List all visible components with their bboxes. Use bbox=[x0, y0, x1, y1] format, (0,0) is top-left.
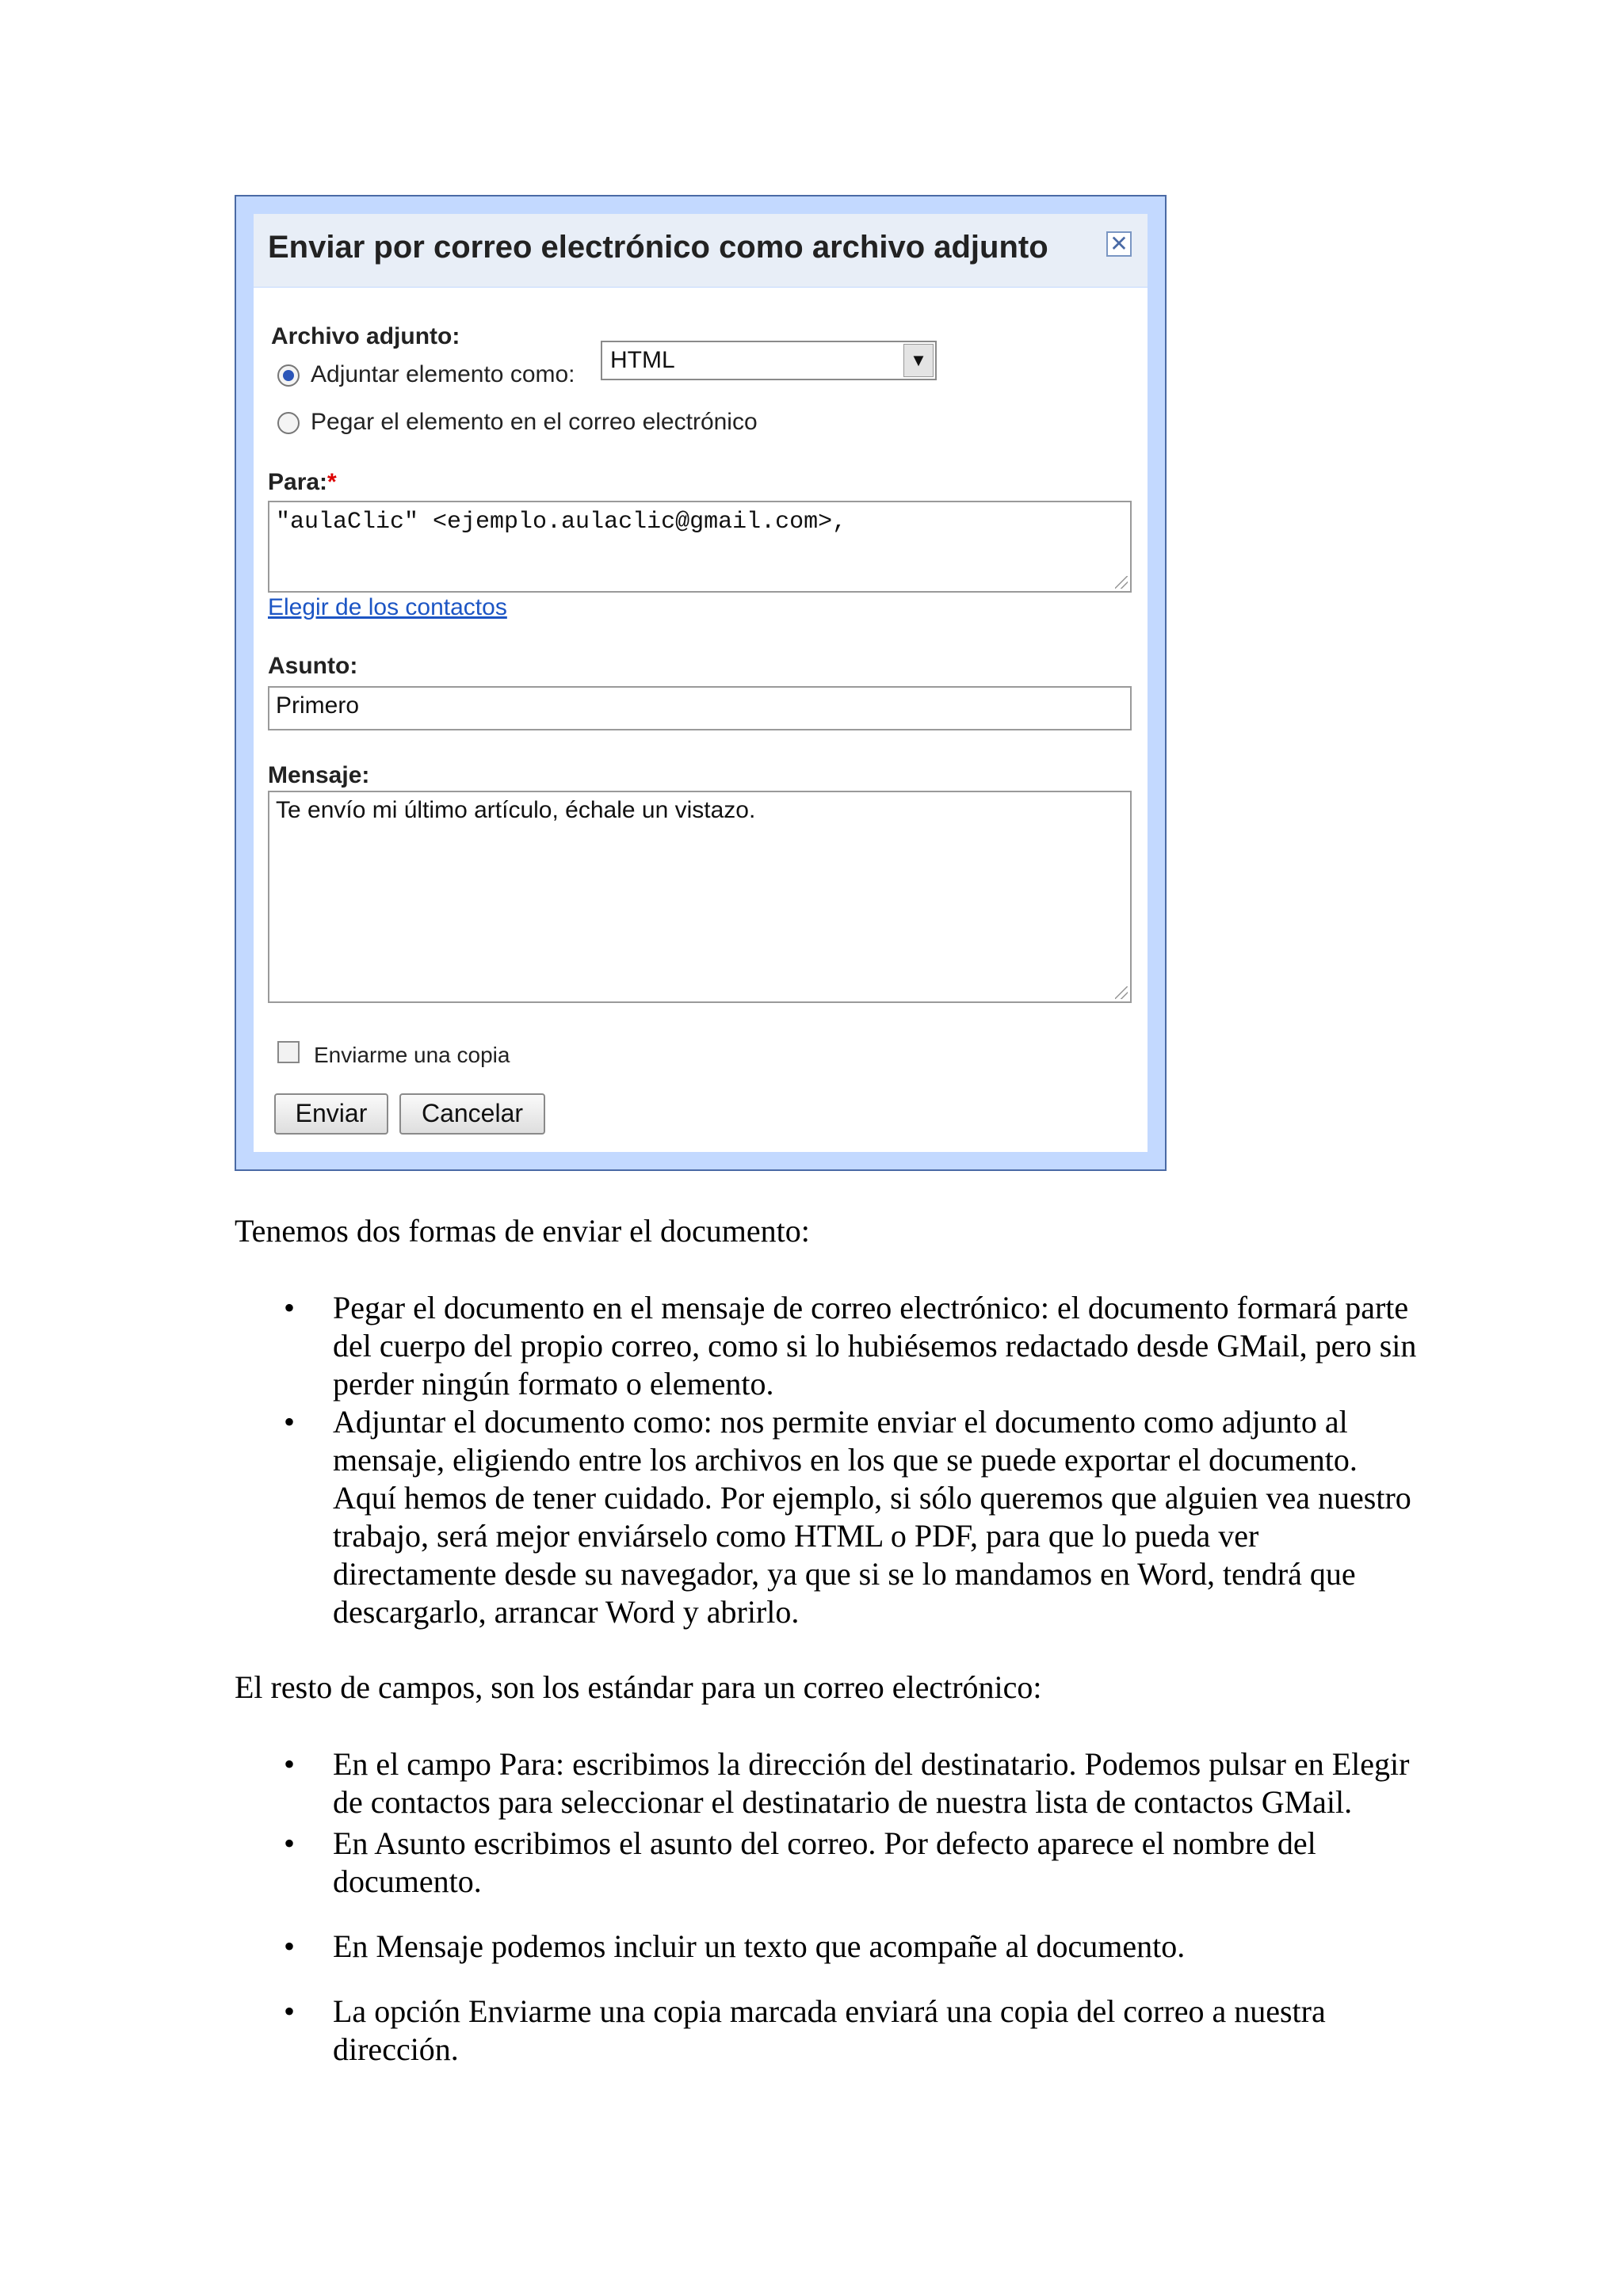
list-item: • En el campo Para: escribimos la dirección del destinatario. Podemos pulsar en Elegir de contactos para seleccionar el destinatario de nuestra lista de contactos GMail. bbox=[235, 1745, 1423, 1821]
email-attachment-dialog bbox=[235, 195, 1167, 1171]
resize-grip-icon[interactable] bbox=[1115, 986, 1128, 999]
to-label-text: Para: bbox=[268, 469, 328, 495]
list-item: • En Asunto escribimos el asunto del correo. Por defecto aparece el nombre del documento. bbox=[235, 1825, 1423, 1901]
dialog-body bbox=[254, 214, 1148, 1152]
attachment-label: Archivo adjunto: bbox=[271, 323, 460, 349]
close-icon[interactable]: ✕ bbox=[1106, 231, 1132, 257]
chevron-down-icon[interactable]: ▼ bbox=[903, 344, 934, 377]
list-item: • En Mensaje podemos incluir un texto que acompañe al documento. bbox=[235, 1928, 1423, 1966]
fields-list bbox=[235, 1745, 1423, 2069]
list-item: • La opción Enviarme una copia marcada enviará una copia del correo a nuestra dirección. bbox=[235, 1993, 1423, 2069]
dialog-title: Enviar por correo electrónico como archivo adjunto bbox=[268, 230, 1048, 265]
to-label bbox=[268, 469, 337, 496]
intro-paragraph-2: El resto de campos, son los estándar para un correo electrónico: bbox=[235, 1669, 1042, 1705]
subject-field-value: Primero bbox=[276, 692, 360, 719]
subject-field[interactable] bbox=[268, 686, 1132, 730]
dialog-header bbox=[254, 214, 1148, 288]
subject-label: Asunto: bbox=[268, 653, 358, 679]
choose-contacts-link[interactable]: Elegir de los contactos bbox=[268, 594, 507, 620]
send-copy-label: Enviarme una copia bbox=[314, 1043, 510, 1067]
required-marker: * bbox=[327, 469, 337, 495]
to-field-value: "aulaClic" <ejemplo.aulaclic@gmail.com>, bbox=[276, 509, 847, 536]
resize-grip-icon[interactable] bbox=[1115, 576, 1128, 589]
cancel-button[interactable]: Cancelar bbox=[399, 1093, 545, 1135]
list-item: • Adjuntar el documento como: nos permite enviar el documento como adjunto al mensaje, eligiendo entre los archivos en los que se puede exportar el documento. Aquí hemos de tener cuidado. Por ejemplo, si sólo queremos que alguien vea nuestro trabajo, será mejor enviárselo como HTML o PDF, para que lo pueda ver directamente desde su navegador, ya que si se lo mandamos en Word, tendrá que descargarlo, arrancar Word y abrirlo. bbox=[235, 1403, 1423, 1631]
attach-as-label: Adjuntar elemento como: bbox=[311, 361, 575, 387]
format-select-value: HTML bbox=[610, 347, 675, 373]
intro-paragraph-1: Tenemos dos formas de enviar el documento: bbox=[235, 1213, 810, 1249]
message-label: Mensaje: bbox=[268, 762, 370, 788]
format-select[interactable] bbox=[601, 341, 937, 380]
paste-in-email-radio[interactable] bbox=[277, 412, 300, 434]
message-field[interactable] bbox=[268, 791, 1132, 1003]
list-item: • Pegar el documento en el mensaje de correo electrónico: el documento formará parte del cuerpo del propio correo, como si lo hubiésemos redactado desde GMail, pero sin perder ningún formato o elemento. bbox=[235, 1289, 1423, 1403]
paste-in-email-label: Pegar el elemento en el correo electrónico bbox=[311, 409, 758, 435]
send-methods-list bbox=[235, 1289, 1423, 1631]
send-button[interactable]: Enviar bbox=[274, 1093, 388, 1135]
send-copy-checkbox[interactable] bbox=[277, 1041, 300, 1063]
message-field-value: Te envío mi último artículo, échale un vistazo. bbox=[276, 797, 756, 823]
attach-as-radio[interactable] bbox=[277, 364, 300, 387]
to-field[interactable] bbox=[268, 501, 1132, 593]
